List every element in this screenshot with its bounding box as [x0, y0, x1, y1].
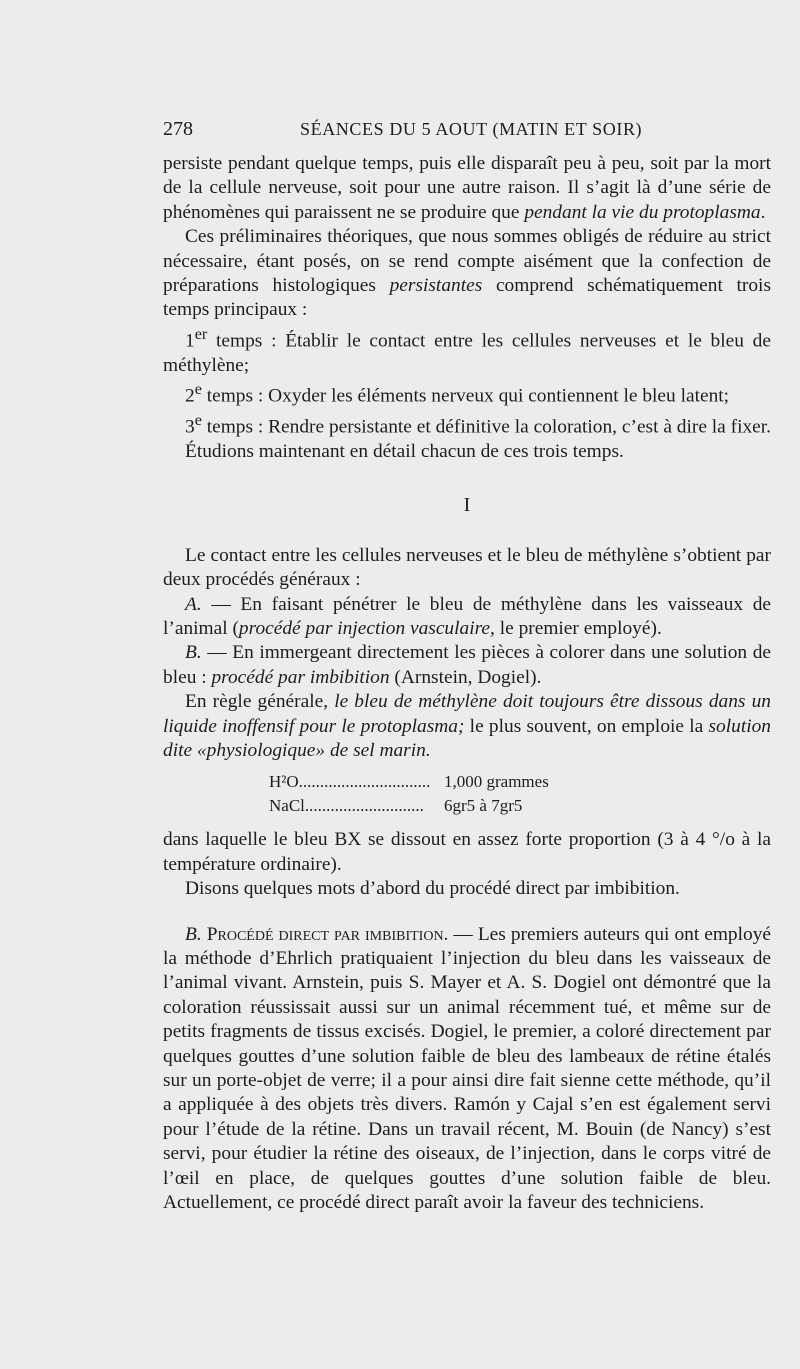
step-1 [163, 323, 771, 378]
ordinal-suffix: e [194, 412, 202, 429]
step-2 [163, 378, 771, 409]
item-letter: B. [185, 642, 202, 664]
step-text: temps : Établir le contact entre les cellules nerveuses et le bleu de méthylène; [163, 330, 771, 376]
paragraph [163, 152, 771, 225]
step-number: 2 [185, 385, 195, 407]
page-header [163, 118, 771, 146]
paragraph: Étudions maintenant en détail chacun de ces trois temps. [185, 440, 624, 462]
running-title: SÉANCES DU 5 AOUT (MATIN ET SOIR) [300, 119, 643, 139]
paragraph [163, 690, 771, 763]
body-text [163, 152, 771, 1215]
ingredient-amount: 1,000 grammes [444, 772, 549, 792]
emphasis: procédé par injection vasculaire, [238, 617, 495, 639]
formula-ingredient [269, 770, 444, 794]
text-run: — Les premiers auteurs qui ont employé la méthode d’Ehrlich pratiquaient l’injection du bleu dans les vaisseaux de l’animal vivant. Arnstein, puis S. Mayer et A. S. Dogiel ont démontré que la coloration réussissait aussi sur un animal récemment tué, et même sur de petits fragments de tissus excisés. Dogiel, le premier, a coloré directement par quelques gouttes d’une solution faible de bleu des lambeaux de rétine étalés sur un porte-objet de verre; il a pour ainsi dire fait sienne cette méthode, qu’il a appliquée à des objets très divers. Ramón y Cajal s’en est également servi pour l’étude de la rétine. Dans un travail récent, M. Bouin (de Nancy) s’est servi, pour étudier la rétine des oiseaux, de l’injection, dans le corps vitré de l’œil en place, de quelques gouttes d’une solution faible de bleu. Actuellement, ce procédé direct paraît avoir la faveur des techniciens. [163, 923, 771, 1214]
formula-row [269, 770, 771, 794]
text-run: En règle générale, [185, 691, 335, 713]
leader-dots: ............................... [298, 772, 431, 792]
paragraph: Le contact entre les cellules nerveuses et le bleu de méthylène s’obtient par deux procédés généraux : [163, 544, 771, 591]
step-number: 1 [185, 330, 195, 352]
section-heading: Procédé direct par imbibition. [206, 923, 449, 945]
emphasis: le bleu de méthylène doit toujours être dissous dans un liquide inoffensif pour le protoplasma; [163, 691, 771, 737]
paragraph-procedure-B [163, 923, 771, 1216]
step-number: 3 [185, 416, 195, 438]
paragraph: dans laquelle le bleu BX se dissout en assez forte proportion (3 à 4 °/o à la température ordinaire). [163, 829, 771, 875]
emphasis: persistantes [389, 275, 483, 297]
ordinal-suffix: er [194, 325, 208, 343]
spacer [163, 902, 771, 923]
emphasis: solution dite «physiologique» de sel marin. [163, 715, 771, 761]
text-run: . [760, 201, 766, 223]
emphasis: pendant la vie du protoplasma [524, 201, 761, 223]
step-text: temps : Oxyder les éléments nerveux qui contiennent le bleu latent; [201, 385, 730, 407]
text-run: persiste pendant quelque temps, puis elle disparaît peu à peu, soit par la mort de la cellule nerveuse, soit pour une autre raison. Il s’agit là d’une série de phénomènes qui paraissent ne se produire que [163, 153, 771, 223]
page-number: 278 [163, 118, 193, 140]
paragraph-B [163, 641, 771, 690]
text-run: le premier employé). [494, 617, 662, 639]
text-run: le plus souvent, on emploie la [464, 715, 709, 737]
text-run: (Arnstein, Dogiel). [389, 666, 542, 688]
paragraph: Disons quelques mots d’abord du procédé direct par imbibition. [185, 878, 680, 900]
text-run: Ces préliminaires théoriques, que nous sommes obligés de réduire au strict nécessaire, étant posés, on se rend compte aisément que la confection de préparations histologiques [163, 226, 771, 297]
formula-ingredient [269, 794, 444, 818]
ingredient-name: NaCl [269, 796, 305, 816]
section-number: I [463, 494, 471, 517]
text-run: — En immergeant directement les pièces à colorer dans une solution de bleu : [163, 642, 771, 688]
ingredient-name: H²O [269, 772, 299, 792]
paragraph-A [163, 593, 771, 642]
leader-dots: ............................ [304, 796, 424, 816]
item-letter: A. [185, 593, 202, 615]
formula-row [269, 794, 771, 818]
step-text: temps : Rendre persistante et définitive la coloration, c’est à dire la fixer. [201, 416, 772, 438]
formula-table [269, 770, 771, 818]
ingredient-amount: 6gr5 à 7gr5 [444, 796, 523, 816]
step-3 [163, 409, 771, 440]
paragraph [163, 225, 771, 323]
text-run: — En faisant pénétrer le bleu de méthylène dans les vaisseaux de l’animal ( [163, 593, 771, 639]
ordinal-suffix: e [194, 381, 202, 399]
emphasis: procédé par imbibition [211, 666, 390, 688]
item-letter: B. [185, 923, 202, 945]
text-run: comprend schématiquement trois temps principaux : [163, 275, 771, 321]
